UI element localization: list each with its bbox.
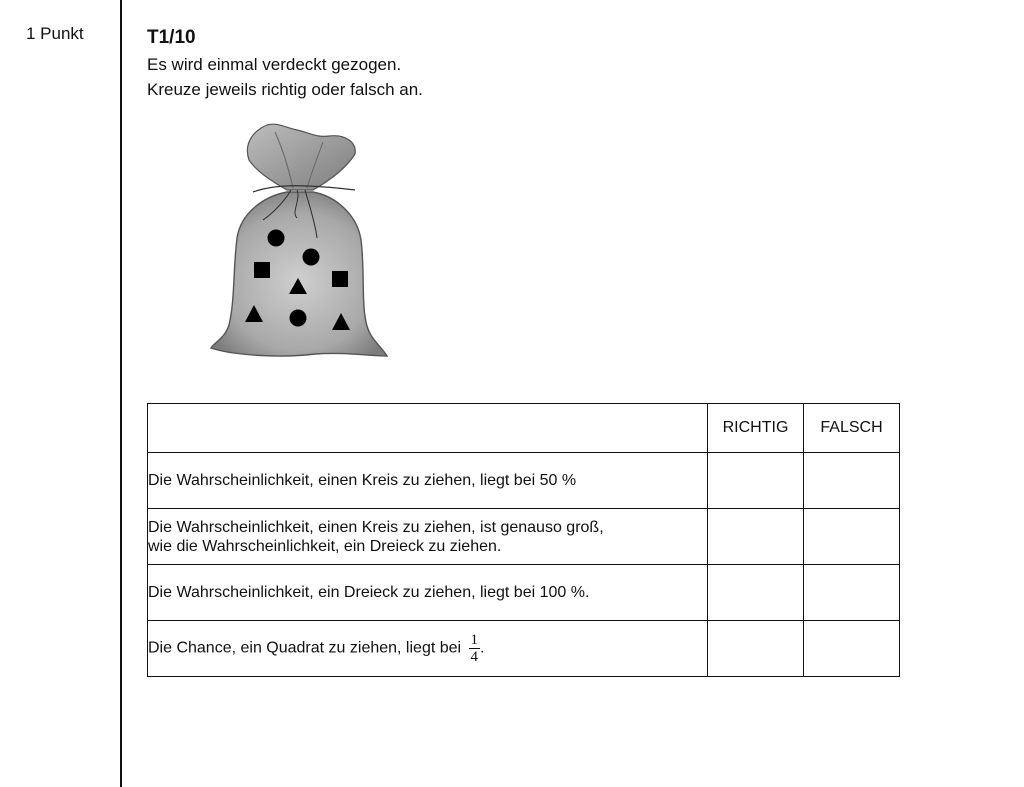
square-shape [332, 271, 348, 287]
richtig-checkbox-1[interactable] [708, 453, 804, 509]
fraction-numerator: 1 [470, 632, 479, 648]
header-falsch: FALSCH [804, 404, 900, 453]
header-richtig: RICHTIG [708, 404, 804, 453]
table-row [148, 621, 900, 677]
instruction-line-1: Es wird einmal verdeckt gezogen. [147, 55, 402, 74]
bag-illustration [205, 120, 395, 370]
falsch-checkbox-4[interactable] [804, 621, 900, 677]
circle-shape [303, 249, 320, 266]
richtig-checkbox-4[interactable] [708, 621, 804, 677]
circle-shape [268, 230, 285, 247]
statement-3: Die Wahrscheinlichkeit, ein Dreieck zu ziehen, liegt bei 100 %. [148, 565, 708, 621]
fraction-denominator: 4 [470, 649, 479, 665]
table-header-row [148, 404, 900, 453]
statement-4-suffix: . [480, 639, 485, 657]
points-label: 1 Punkt [26, 24, 84, 43]
square-shape [254, 262, 270, 278]
answer-table [147, 403, 900, 677]
margin-divider [120, 0, 122, 787]
circle-shape [290, 310, 307, 327]
table-row [148, 509, 900, 565]
richtig-checkbox-2[interactable] [708, 509, 804, 565]
statement-1: Die Wahrscheinlichkeit, einen Kreis zu ziehen, liegt bei 50 % [148, 453, 708, 509]
task-id: T1/10 [147, 27, 196, 48]
table-row [148, 565, 900, 621]
statement-2-line-1: Die Wahrscheinlichkeit, einen Kreis zu ziehen, ist genauso groß, [148, 518, 604, 536]
table-row [148, 453, 900, 509]
statement-2 [148, 509, 708, 565]
statement-4 [148, 621, 708, 677]
instruction-line-2: Kreuze jeweils richtig oder falsch an. [147, 80, 423, 99]
statement-4-prefix: Die Chance, ein Quadrat zu ziehen, liegt bei [148, 639, 462, 657]
falsch-checkbox-2[interactable] [804, 509, 900, 565]
richtig-checkbox-3[interactable] [708, 565, 804, 621]
statement-2-line-2: wie die Wahrscheinlichkeit, ein Dreieck zu ziehen. [148, 537, 502, 555]
bag-body [211, 192, 387, 356]
bag-top [247, 124, 355, 190]
falsch-checkbox-1[interactable] [804, 453, 900, 509]
falsch-checkbox-3[interactable] [804, 565, 900, 621]
header-statement [148, 404, 708, 453]
fraction [469, 632, 481, 665]
